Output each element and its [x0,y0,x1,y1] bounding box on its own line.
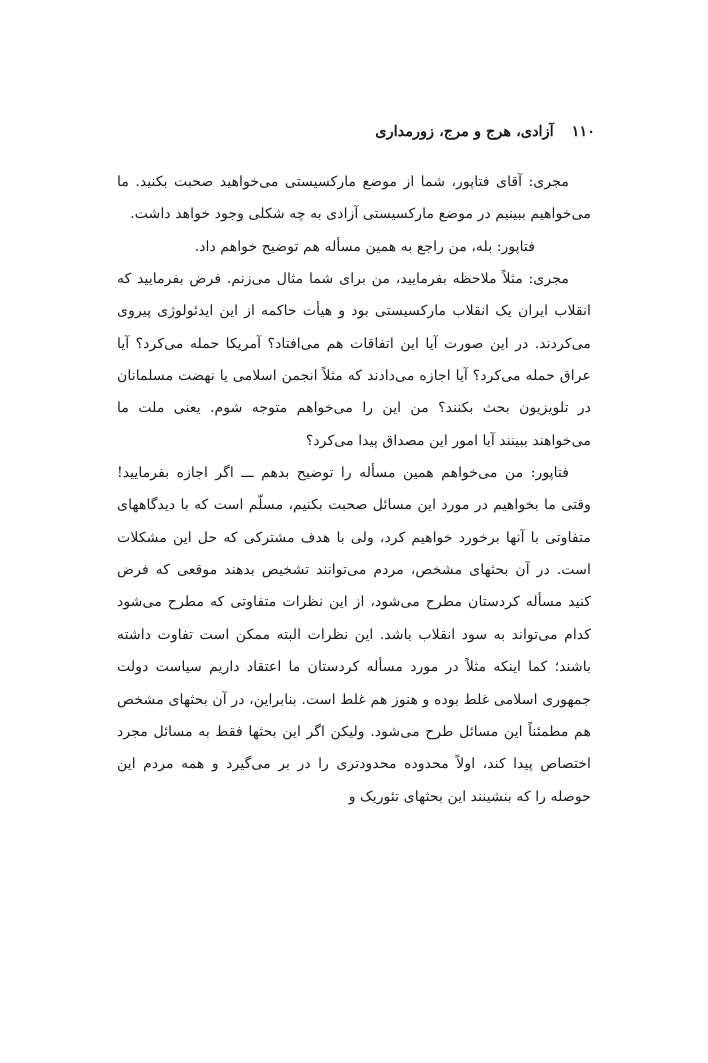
paragraph-fatapour-reply-1: فتاپور: بله، من راجع به همین مسأله هم توضیح خواهم داد. [194,238,535,255]
paragraph-host-question-1: مجری: آقای فتاپور، شما از موضع مارکسیستی می‌خواهید صحبت بکنید. ما می‌خواهیم ببینیم در موضع مارکسیستی آزادی به چه شکلی وجود خواهد داشت. [117,174,591,223]
paragraph-host-question-2: مجری: مثلاً ملاحظه بفرمایید، من برای شما مثال می‌زنم. فرض بفرمایید که انقلاب ایران یک انقلاب مارکسیستی بود و هیأت حاکمه از این ایدئولوژی پیروی می‌کردند. در این صورت آیا این اتفاقات هم می‌افتاد؟ آمریکا حمله می‌کرد؟ آیا عراق حمله می‌کرد؟ آیا اجازه می‌دادند که مثلاً انجمن اسلامی یا نهضت مسلمانان در تلویزیون بحث بکنند؟ من این را می‌خواهم متوجه شوم. یعنی ملت ما می‌خواهند ببینند آیا امور این مصداق پیدا می‌کرد؟ [117,271,591,449]
running-header [115,120,595,144]
paragraph-fatapour-reply-2: فتاپور: من می‌خواهم همین مسأله را توضیح بدهم ـــ اگر اجازه بفرمایید! وقتی ما بخواهیم در مورد این مسائل صحبت بکنیم، مسلّم است که با دیدگاههای متفاوتی با آنها برخورد خواهیم کرد، ولی با هدف مشترکی که حل این مشکلات است. در آن بحثهای مشخص، مردم می‌توانند تشخیص بدهند موقعی که فرض کنید مسأله کردستان مطرح می‌شود، از این نظرات متفاوتی که مطرح می‌شود کدام می‌تواند به سود انقلاب باشد. این نظرات البته ممکن است تفاوت داشته باشند؛ کما اینکه مثلاً در مورد مسأله کردستان ما اعتقاد داریم سیاست دولت جمهوری اسلامی غلط بوده و هنوز هم غلط است. بنابراین، در آن بحثهای مشخص هم مطمئناً این مسائل طرح می‌شود. ولیکن اگر این بحثها فقط به مسائل مجرد اختصاص پیدا کند، اولاً محدوده محدودتری را در بر می‌گیرد و همه مردم این حوصله را که بنشینند این بحثهای تئوریک و [117,465,591,805]
running-title: آزادی، هرج و مرج، زورمداری [375,123,554,140]
body-text [117,166,591,813]
page-number: ۱۱۰ [571,123,595,140]
